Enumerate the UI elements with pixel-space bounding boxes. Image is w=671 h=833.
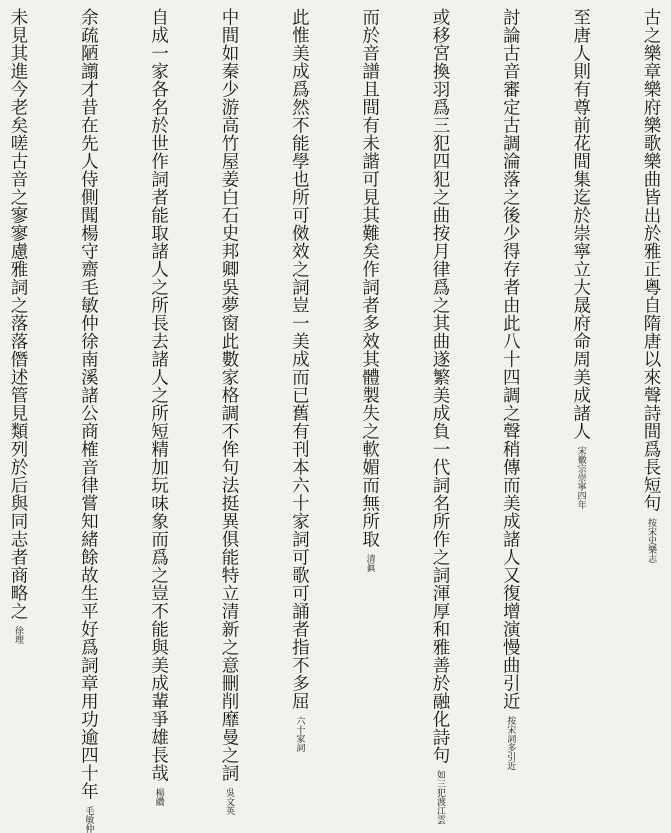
annotation-note: 六十家詞 bbox=[294, 716, 305, 753]
text-column-10 bbox=[4, 8, 32, 675]
column-text: 自成一家各名於世作詞者能取諸人之所長去諸人之所短精加玩味象而爲之豈不能與美成輩爭雄長哉 bbox=[148, 8, 169, 782]
text-column-1 bbox=[637, 8, 665, 675]
column-text: 余疏陋譾才昔在先人侍側聞楊守齋毛敏仲徐南溪諸公商榷音律嘗知緒餘故生平好爲詞章用功逾四十年 bbox=[78, 8, 99, 800]
column-text: 而於音譜且間有未諧可見其難矣作詞者多效其體製失之軟媚而無所取 bbox=[359, 8, 380, 548]
text-column-7 bbox=[215, 8, 243, 816]
column-text: 或移宮換羽爲三犯四犯之曲按月律爲之其曲遂繁美成負一代詞名所作之詞渾厚和雅善於融化詩句 bbox=[429, 8, 450, 764]
column-text: 至唐人則有尊前花間集迄於崇寧立大晟府命周美成諸人 bbox=[570, 8, 591, 440]
column-text: 古之樂章樂府樂歌樂曲皆出於雅正粵自隋唐以來聲詩間爲長短句 bbox=[640, 8, 661, 512]
annotation-note: 按宋詞多引近 bbox=[505, 716, 516, 771]
annotation-note: 如三犯渡江雲 bbox=[434, 770, 445, 825]
text-column-3 bbox=[496, 8, 524, 771]
text-columns bbox=[4, 8, 665, 833]
annotation-note: 徐理 bbox=[13, 626, 23, 645]
text-column-5 bbox=[356, 8, 384, 675]
column-text: 此惟美成爲然不能學也所可傚效之詞豈一美成而已舊有刊本六十家詞可歌可誦者指不多屈 bbox=[289, 8, 310, 710]
text-column-4 bbox=[426, 8, 454, 825]
column-text: 中間如秦少游高竹屋姜白石史邦卿吳夢窗此數家格調不侔句法挺異俱能特立清新之意刪削靡曼之詞 bbox=[218, 8, 239, 782]
text-column-2 bbox=[567, 8, 595, 675]
text-column-9 bbox=[74, 8, 102, 833]
text-column-8 bbox=[145, 8, 173, 807]
annotation-note: 毛敏仲 bbox=[83, 806, 94, 833]
annotation-note: 按宋史樂志 bbox=[645, 518, 656, 564]
annotation-note: 吳文英 bbox=[223, 788, 234, 816]
column-text: 討論古音審定古調淪落之後少得存者由此八十四調之聲稍傳而美成諸人又復增演慢曲引近 bbox=[500, 8, 521, 710]
annotation-note: 清眞 bbox=[364, 554, 375, 573]
annotation-note: 宋徽宗崇寧四年 bbox=[575, 446, 586, 510]
text-column-6 bbox=[285, 8, 313, 753]
column-text: 未見其進今老矣嗟古音之寥寥慮雅詞之落落僭述管見類列於后與同志者商略之 bbox=[8, 8, 28, 620]
annotation-note: 楊纘 bbox=[153, 788, 164, 807]
